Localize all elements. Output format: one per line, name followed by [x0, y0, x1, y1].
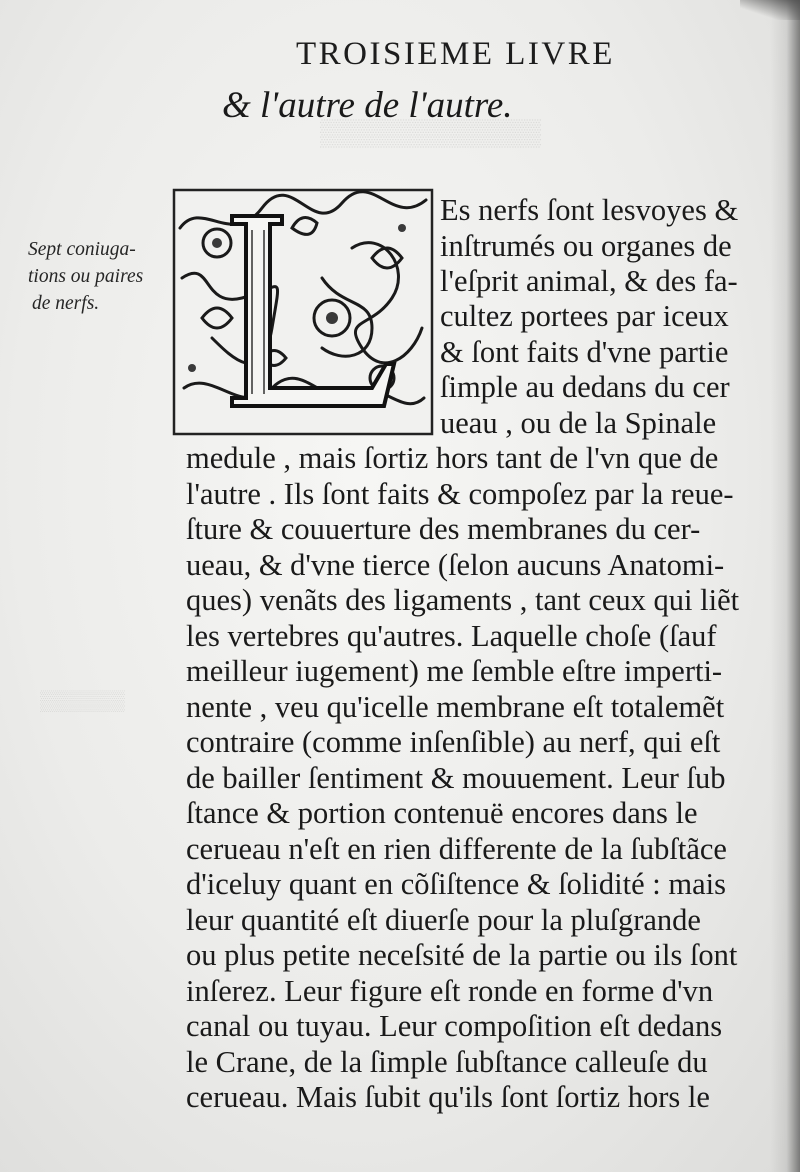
body-line: Es nerfs ſont lesvoyes &	[440, 193, 739, 227]
body-line: les vertebres qu'autres. Laquelle choſe (ſauf	[186, 619, 717, 653]
body-line: l'eſprit animal, & des fa-	[440, 264, 738, 298]
body-line: ques) venãts des ligaments , tant ceux qui liẽt	[186, 583, 740, 617]
gutter-shadow	[770, 0, 800, 1172]
marginal-note	[28, 236, 178, 317]
body-line: cerueau n'eſt en rien differente de la ſubſtãce	[186, 832, 727, 866]
corner-shadow	[740, 0, 800, 20]
show-through: ▒▒▒▒▒▒▒▒▒▒▒▒	[320, 118, 542, 147]
body-line: contraire (comme inſenſible) au nerf, qui eſt	[186, 725, 721, 759]
body-line: inſtrumés ou organes de	[440, 229, 732, 263]
show-through-margin: ▒▒▒▒▒▒	[40, 690, 126, 712]
running-title: TROISIEME LIVRE	[296, 36, 615, 72]
body-line: ſtance & portion contenuë encores dans le	[186, 796, 698, 830]
marginal-note-line: de nerfs.	[32, 293, 100, 314]
decorated-initial	[172, 188, 434, 436]
body-line: leur quantité eſt diuerſe pour la pluſgrande	[186, 903, 701, 937]
body-line: le Crane, de la ſimple ſubſtance calleuſe du	[186, 1045, 708, 1079]
body-line: cerueau. Mais ſubit qu'ils ſont ſortiz hors le	[186, 1080, 710, 1114]
body-line: canal ou tuyau. Leur compoſition eſt dedans	[186, 1009, 723, 1043]
body-line: ſture & couuerture des membranes du cer-	[186, 512, 701, 546]
body-line: l'autre . Ils ſont faits & compoſez par la reue-	[186, 477, 734, 511]
body-line: medule , mais ſortiz hors tant de l'vn que de	[186, 441, 719, 475]
body-line: cultez portees par iceux	[440, 299, 729, 333]
body-line: nente , veu qu'icelle membrane eſt totalemẽt	[186, 690, 725, 724]
body-line: inſerez. Leur figure eſt ronde en forme d'vn	[186, 974, 714, 1008]
body-line: ſimple au dedans du cer	[440, 370, 730, 404]
body-line: & ſont faits d'vne partie	[440, 335, 729, 369]
marginal-note-line: Sept coniuga-	[28, 239, 136, 260]
body-line: ueau , ou de la Spinale	[440, 406, 717, 440]
body-line: de bailler ſentiment & mouuement. Leur ſub	[186, 761, 726, 795]
body-line: ou plus petite neceſsité de la partie ou ils ſont	[186, 938, 738, 972]
section-subheading: & l'autre de l'autre.	[222, 85, 513, 126]
body-line: ueau, & d'vne tierce (ſelon aucuns Anatomi-	[186, 548, 725, 582]
body-line: meilleur iugement) me ſemble eſtre imperti-	[186, 654, 723, 688]
body-line: d'iceluy quant en cõſiſtence & ſolidité : mais	[186, 867, 726, 901]
marginal-note-line: tions ou paires	[28, 266, 144, 287]
